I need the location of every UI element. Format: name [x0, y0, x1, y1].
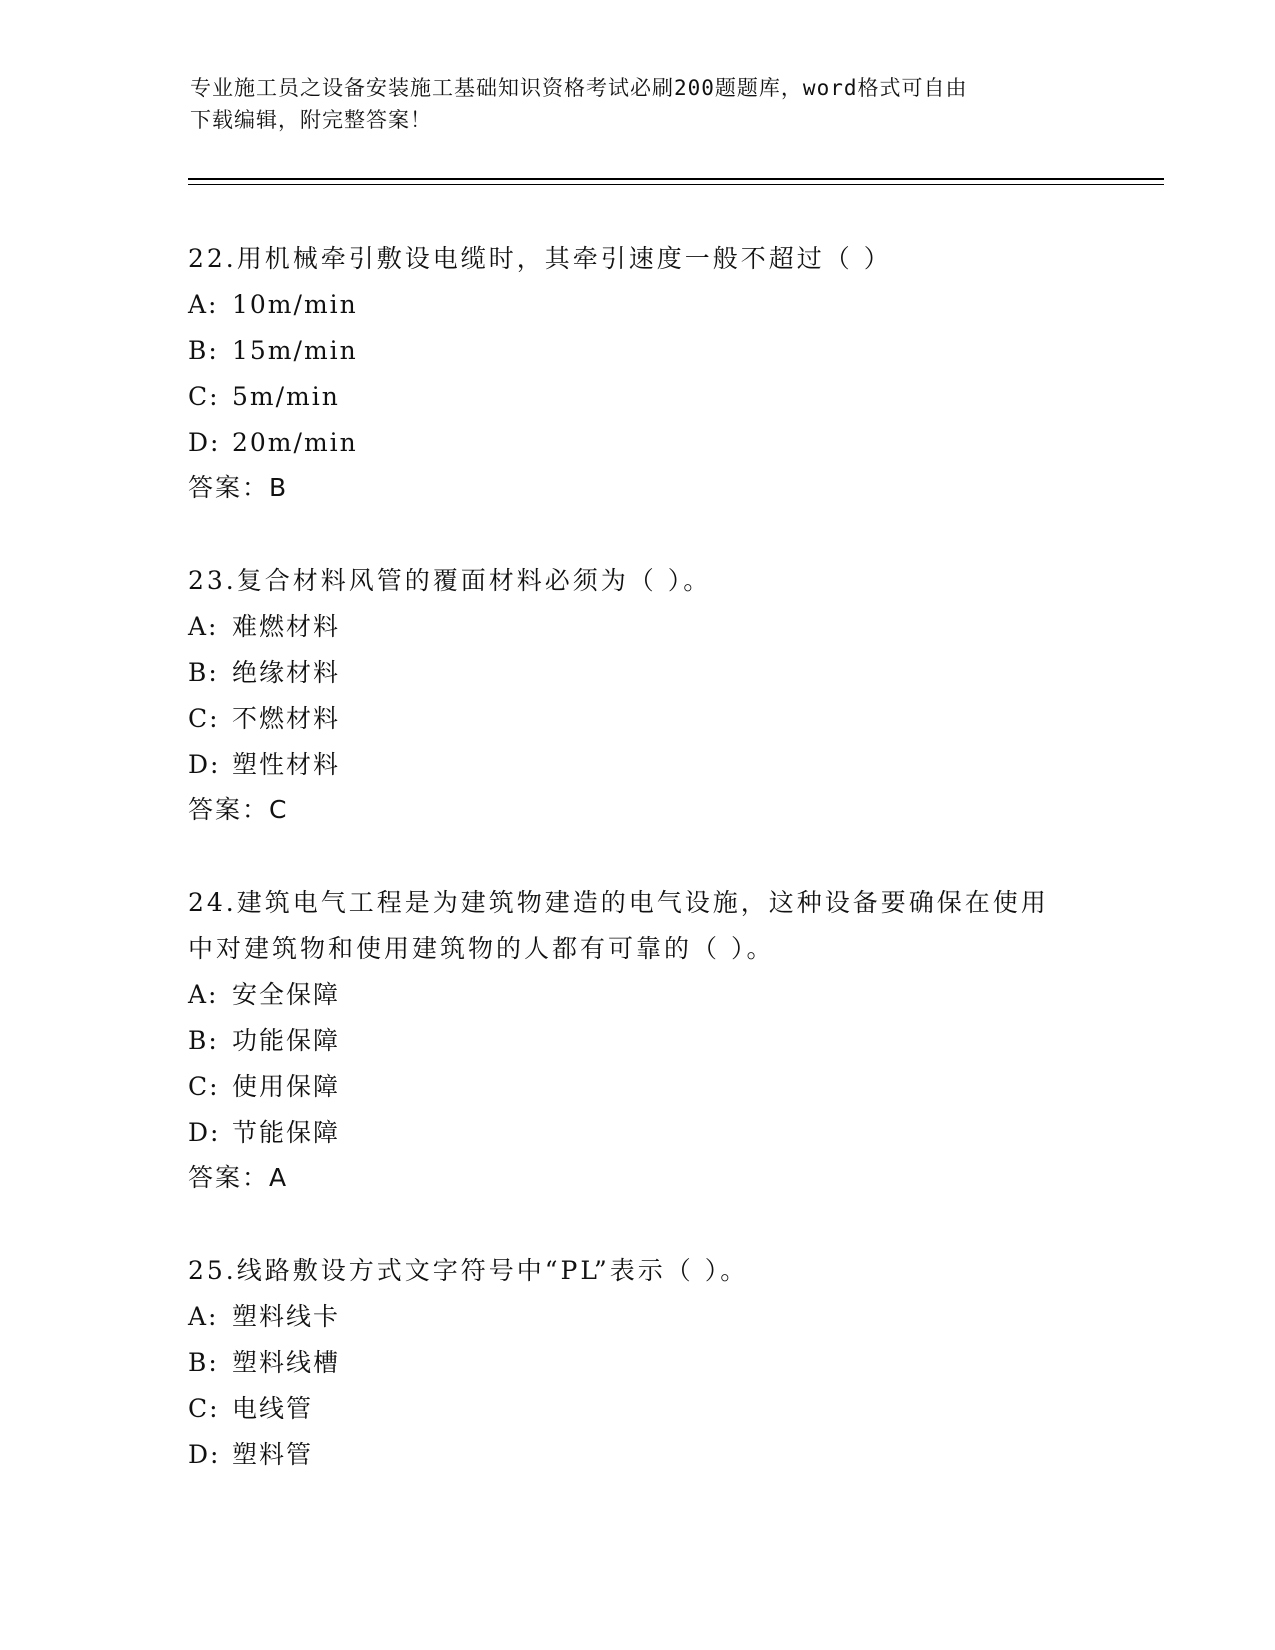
option-key: D:	[188, 428, 221, 457]
header-line-1: 专业施工员之设备安装施工基础知识资格考试必刷200题题库，word格式可自由	[190, 76, 968, 100]
option-a	[188, 972, 1088, 1018]
option-a	[188, 282, 1088, 328]
option-key: C:	[188, 1394, 220, 1423]
question-stem: 25.线路敷设方式文字符号中“PL”表示（ ）。	[188, 1256, 749, 1285]
option-text: 电线管	[232, 1394, 314, 1423]
option-b	[188, 1018, 1088, 1064]
question-22	[188, 236, 1088, 510]
option-key: A:	[188, 980, 219, 1009]
option-text: 使用保障	[232, 1072, 341, 1101]
question-list	[188, 236, 1088, 1526]
option-d	[188, 1432, 1088, 1478]
question-stem: 23.复合材料风管的覆面材料必须为（ ）。	[188, 566, 712, 595]
option-text: 10m/min	[232, 290, 358, 319]
option-text: 塑料管	[232, 1440, 314, 1469]
option-text: 塑性材料	[232, 750, 341, 779]
option-text: 不燃材料	[232, 704, 341, 733]
header-divider-thick	[188, 178, 1164, 180]
option-text: 20m/min	[232, 428, 358, 457]
option-c	[188, 374, 1088, 420]
option-text: 15m/min	[232, 336, 358, 365]
option-key: B:	[188, 336, 219, 365]
option-text: 5m/min	[232, 382, 340, 411]
option-key: A:	[188, 290, 219, 319]
option-d	[188, 420, 1088, 466]
option-key: A:	[188, 1302, 219, 1331]
option-d	[188, 742, 1088, 788]
option-d	[188, 1110, 1088, 1156]
question-stem-line-2: 中对建筑物和使用建筑物的人都有可靠的（ ）。	[188, 934, 775, 963]
option-b	[188, 650, 1088, 696]
option-key: B:	[188, 658, 219, 687]
answer-line: 答案：B	[188, 473, 289, 502]
option-text: 安全保障	[232, 980, 341, 1009]
option-b	[188, 1340, 1088, 1386]
option-key: D:	[188, 1440, 221, 1469]
header-divider-thin	[188, 184, 1164, 185]
option-text: 节能保障	[232, 1118, 341, 1147]
option-text: 功能保障	[232, 1026, 341, 1055]
option-key: C:	[188, 704, 220, 733]
option-b	[188, 328, 1088, 374]
option-key: C:	[188, 382, 220, 411]
answer-line: 答案：A	[188, 1163, 289, 1192]
question-25	[188, 1248, 1088, 1478]
question-stem: 22.用机械牵引敷设电缆时，其牵引速度一般不超过（ ）	[188, 244, 892, 273]
option-text: 塑料线卡	[232, 1302, 341, 1331]
option-c	[188, 1064, 1088, 1110]
option-a	[188, 604, 1088, 650]
option-text: 绝缘材料	[232, 658, 341, 687]
option-c	[188, 1386, 1088, 1432]
option-a	[188, 1294, 1088, 1340]
option-key: D:	[188, 1118, 221, 1147]
option-text: 难燃材料	[232, 612, 341, 641]
question-stem-line-1: 24.建筑电气工程是为建筑物建造的电气设施，这种设备要确保在使用	[188, 888, 1049, 917]
option-text: 塑料线槽	[232, 1348, 341, 1377]
document-header	[190, 72, 1090, 136]
option-key: B:	[188, 1026, 219, 1055]
question-23	[188, 558, 1088, 832]
header-line-2: 下载编辑，附完整答案！	[190, 108, 432, 132]
answer-line: 答案：C	[188, 795, 289, 824]
question-24	[188, 880, 1088, 1200]
option-key: A:	[188, 612, 219, 641]
option-c	[188, 696, 1088, 742]
option-key: D:	[188, 750, 221, 779]
option-key: B:	[188, 1348, 219, 1377]
option-key: C:	[188, 1072, 220, 1101]
